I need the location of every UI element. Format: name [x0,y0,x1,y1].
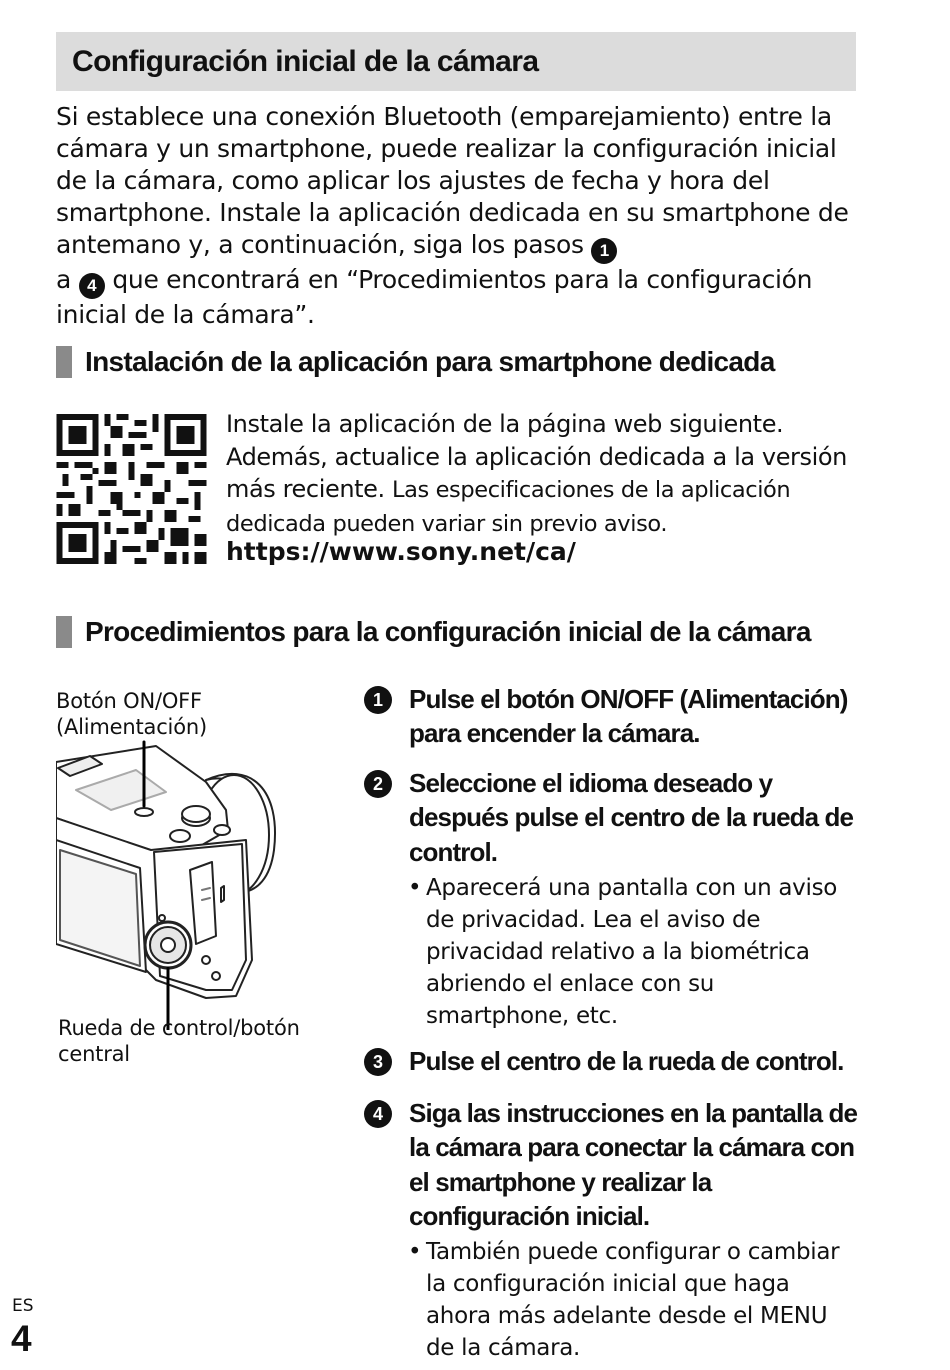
section-title-install: Instalación de la aplicación para smartphone dedicada [85,346,775,377]
app-instructions [226,408,856,540]
intro-text-part1: Si establece una conexión Bluetooth (emparejamiento) entre la cámara y un smartphone, puede realizar la configuración inicial de la cámara, como aplicar los ajustes de fecha y hora del smartphone. Instale la aplicación dedicada en su smartphone de antemano y, a continuación, siga los pasos [56,102,849,259]
step-text-4: Siga las instrucciones en la pantalla de la cámara para conectar la cámara con el smartphone y realizar la configuración inicial. [409,1098,858,1231]
section-marker [56,616,72,648]
intro-connector: a [56,265,72,294]
step-number-4: 4 [364,1100,392,1128]
intro-paragraph [56,101,856,331]
label-control-wheel: Rueda de control/botón central [58,1016,300,1066]
section-heading-procedure [56,616,811,648]
step-text-1: Pulse el botón ON/OFF (Alimentación) para encender la cámara. [409,684,848,749]
page-title: Configuración inicial de la cámara [72,44,539,78]
intro-text-part2: que encontrará en “Procedimientos para la configuración inicial de la cámara”. [56,265,813,329]
step-badge-4: 4 [79,273,105,299]
camera-illustration [56,740,286,1030]
step-text-2: Seleccione el idioma deseado y después pulse el centro de la rueda de control. [409,768,854,867]
step-4-note: • También puede configurar o cambiar la configuración inicial que haga ahora más adelante desde el MENU de la cámara. [410,1236,850,1364]
step-number-1: 1 [364,686,392,714]
section-marker [56,346,72,378]
label-power-button: Botón ON/OFF (Alimentación) [56,689,207,739]
section-heading-install [56,346,775,378]
section-title-procedure: Procedimientos para la configuración inicial de la cámara [85,616,811,647]
step-number-2: 2 [364,770,392,798]
page-language: ES [12,1296,34,1316]
page-title-bar [56,32,856,91]
step-2-note-text: Aparecerá una pantalla con un aviso de privacidad. Lea el aviso de privacidad relativo a la biométrica abriendo el enlace con su smartphone, etc. [426,875,838,1029]
qr-code-icon [56,414,207,564]
step-number-3: 3 [364,1048,392,1076]
app-disclaimer: Las especificaciones de la aplicación dedicada pueden variar sin previo aviso. [226,477,791,537]
app-download-link[interactable]: https://www.sony.net/ca/ [226,537,576,566]
step-2-note: • Aparecerá una pantalla con un aviso de privacidad. Lea el aviso de privacidad relativo a la biométrica abriendo el enlace con su smartphone, etc. [410,872,850,1032]
step-4-note-text: También puede configurar o cambiar la configuración inicial que haga ahora más adelante desde el MENU de la cámara. [426,1239,840,1361]
step-badge-1: 1 [591,238,617,264]
step-text-3: Pulse el centro de la rueda de control. [409,1046,844,1076]
app-instructions-text: Instale la aplicación de la página web siguiente. Además, actualice la aplicación dedicada a la versión más reciente. [226,410,847,503]
page-number: 4 [11,1318,32,1359]
